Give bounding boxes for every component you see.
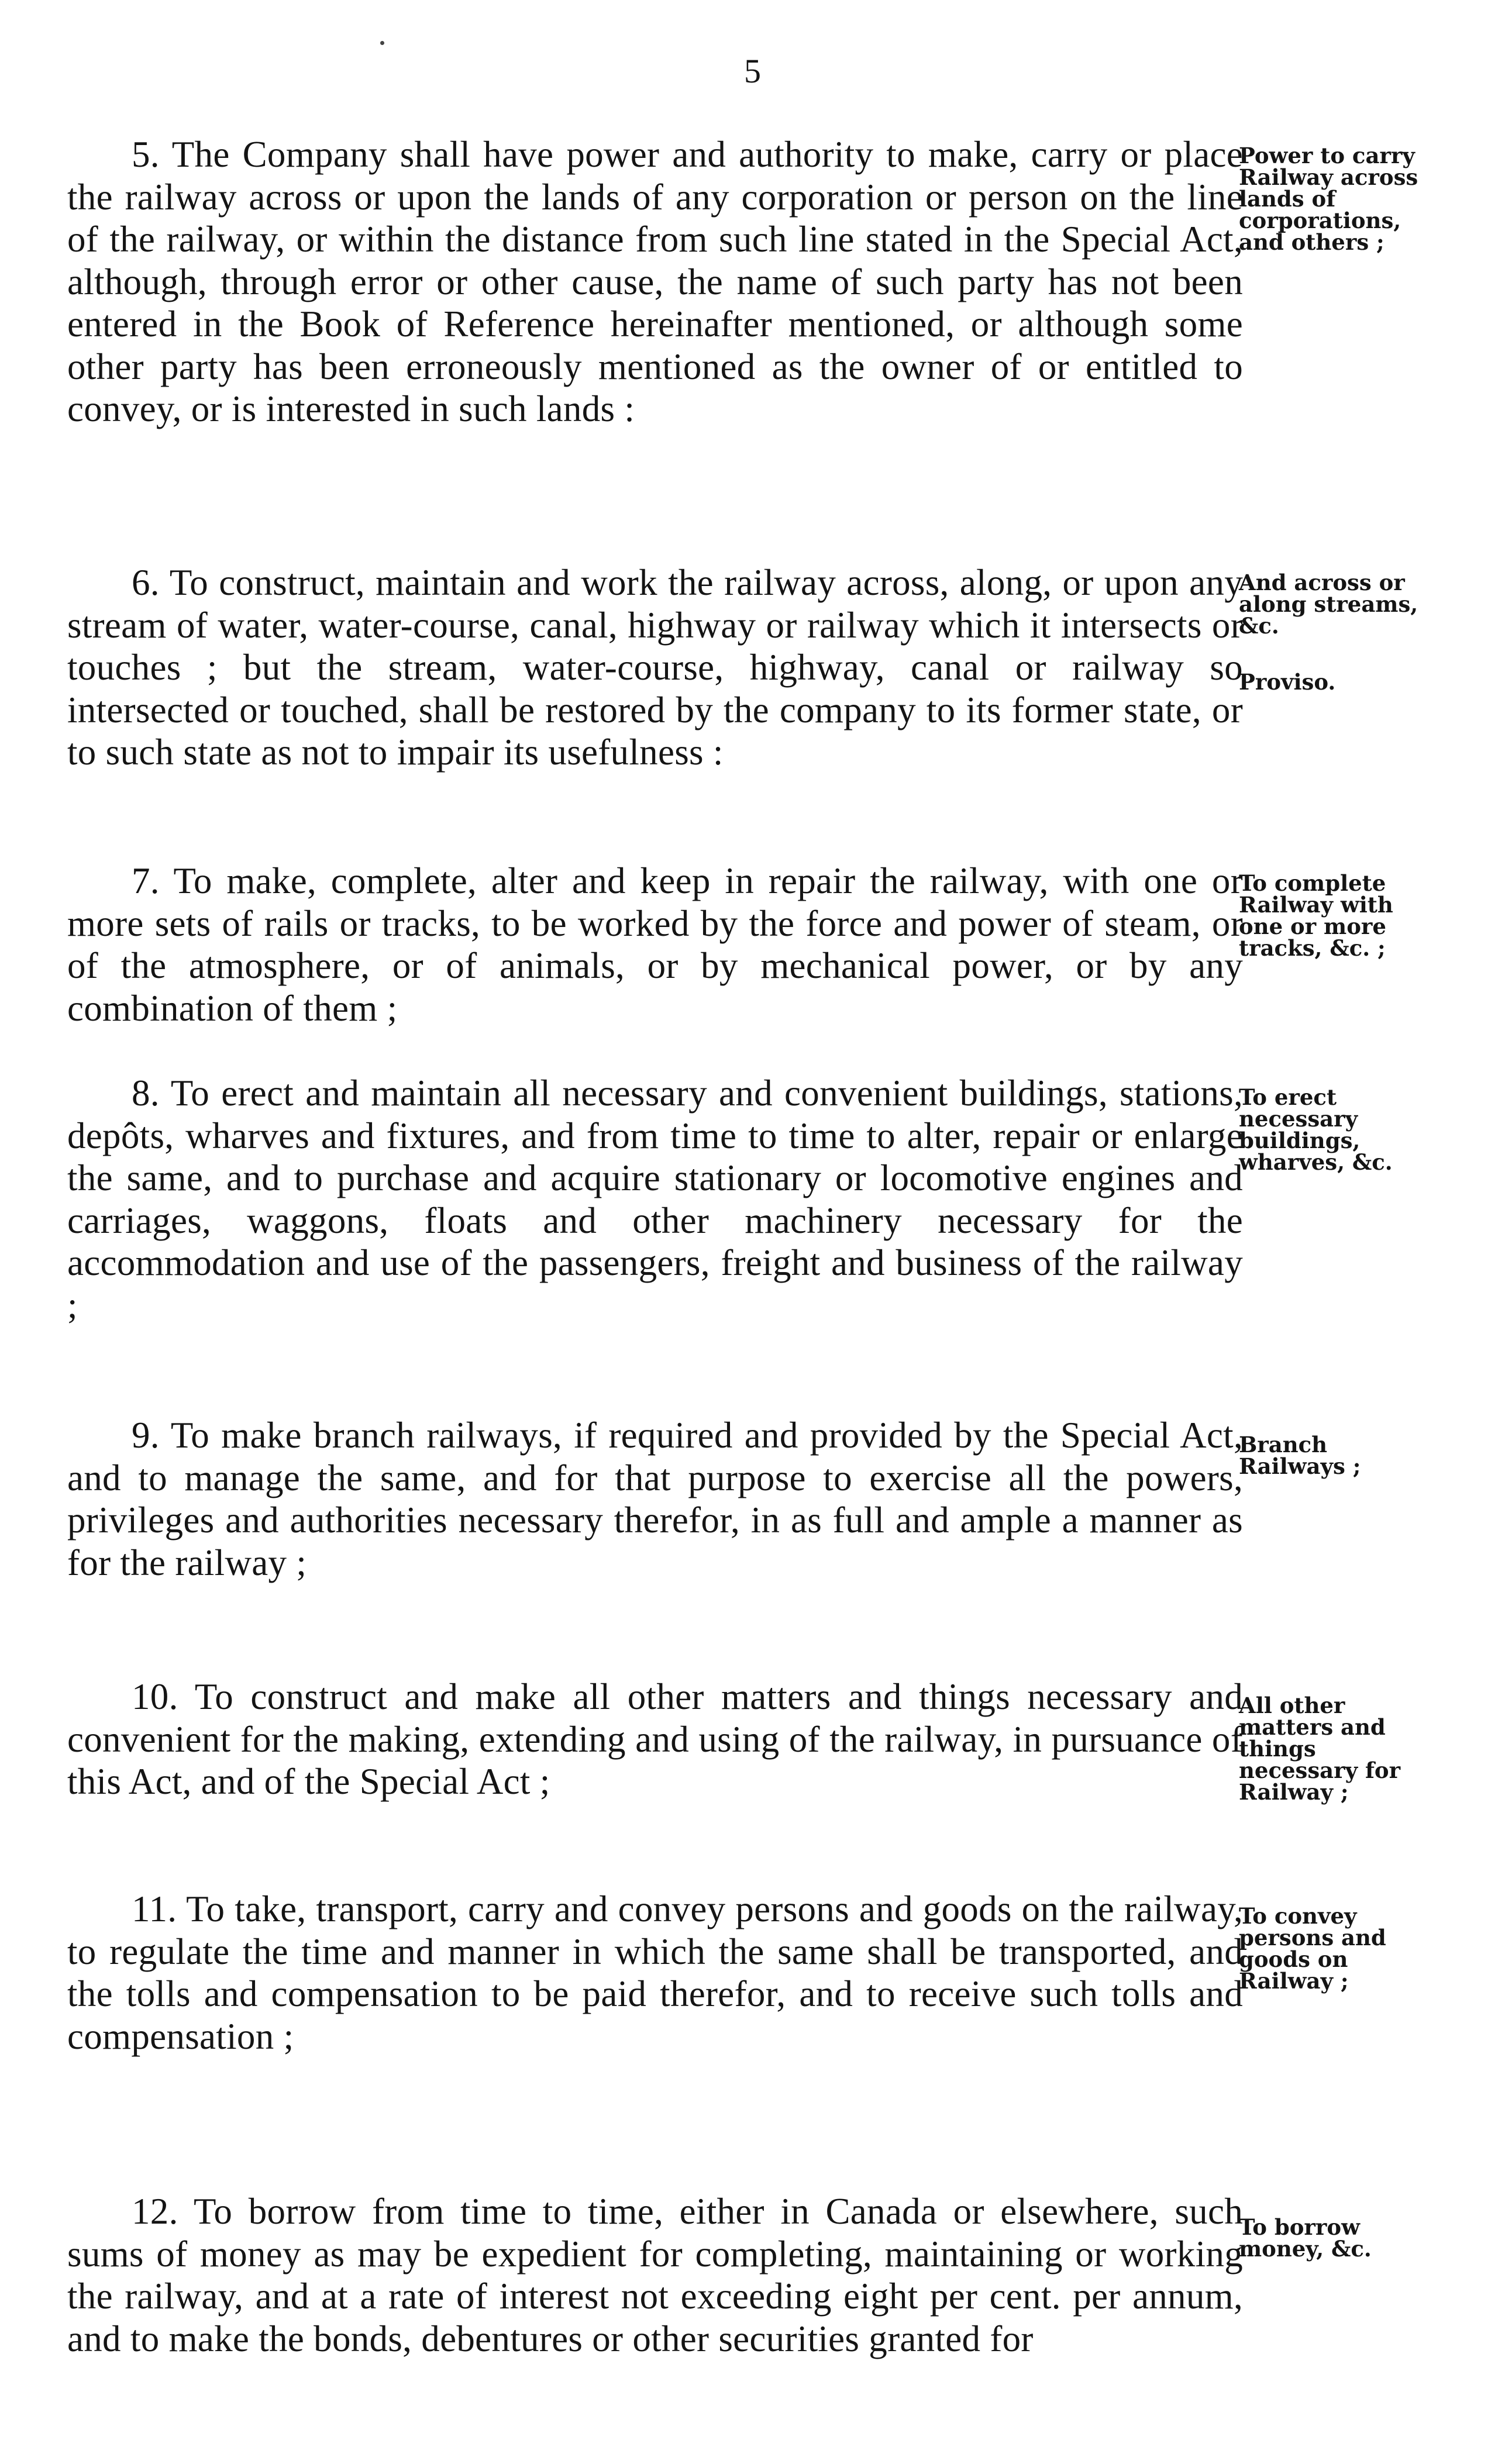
section-6 <box>67 561 1243 774</box>
section-text: To borrow from time to time, either in Canada or elsewhere, such sums of money as may be expedient for completing, maintaining or working the railway, and at a rate of interest not exceeding eight per cent. per annum, and to make the bonds, debentures or other securities granted for <box>67 2191 1243 2359</box>
section-5 <box>67 133 1243 430</box>
section-text: To construct, maintain and work the railway across, along, or upon any stream of water, water-course, canal, highway or railway which it intersects or touches ; but the stream, water-course, highway, canal or railway so intersected or touched, shall be restored by the company to its former state, or to such state as not to impair its usefulness : <box>67 562 1243 773</box>
section-text: To erect and maintain all necessary and convenient buildings, stations, depôts, wharves and fixtures, and from time to time to alter, repair or enlarge the same, and to purchase and acquire stationary or locomotive engines and carriages, waggons, floats and other machinery necessary for the accommodation and use of the passengers, freight and business of the railway ; <box>67 1073 1243 1326</box>
section-number: 9. <box>132 1415 160 1456</box>
page-number: 5 <box>744 52 761 90</box>
ink-speck <box>380 41 384 45</box>
section-text: To take, transport, carry and convey persons and goods on the railway, to regulate the time and manner in which the same shall be transported, and the tolls and compensation to be paid therefor, and to receive such tolls and compensation ; <box>67 1889 1243 2057</box>
section-text: To construct and make all other matters and things necessary and convenient for the making, extending and using of the railway, in pursuance of this Act, and of the Special Act ; <box>67 1676 1243 1802</box>
section-8 <box>67 1072 1243 1326</box>
section-number: 11. <box>132 1889 177 1929</box>
section-11 <box>67 1888 1243 2058</box>
section-10 <box>67 1676 1243 1803</box>
section-12 <box>67 2190 1243 2360</box>
section-number: 8. <box>132 1073 160 1114</box>
section-number: 10. <box>132 1676 178 1717</box>
section-text: To make branch railways, if required and provided by the Special Act, and to manage the same, and for that purpose to exercise all the powers, privileges and authorities necessary therefor, in as full and ample a manner as for the railway ; <box>67 1415 1243 1583</box>
margin-note-5: Power to carry Railway across lands of corporations, and others ; <box>1239 143 1418 255</box>
section-7 <box>67 860 1243 1029</box>
margin-note-10: All other matters and things necessary for Railway ; <box>1239 1693 1401 1805</box>
section-number: 6. <box>132 562 160 603</box>
section-text: To make, complete, alter and keep in repair the railway, with one or more sets of rails or tracks, to be worked by the force and power of steam, or of the atmosphere, or of animals, or by mechanical power, or by any combination of them ; <box>67 860 1243 1029</box>
margin-note-12: To borrow money, &c. <box>1239 2214 1372 2262</box>
margin-note-9: Branch Railways ; <box>1239 1432 1361 1479</box>
section-9 <box>67 1414 1243 1584</box>
margin-note-11: To convey persons and goods on Railway ; <box>1239 1903 1386 1994</box>
margin-note-8: To erect necessary buildings, wharves, &c. <box>1239 1084 1393 1175</box>
section-number: 12. <box>132 2191 178 2232</box>
margin-note-7: To complete Railway with one or more tracks, &c. ; <box>1239 870 1393 961</box>
section-number: 5. <box>132 134 160 175</box>
margin-note-6-proviso: Proviso. <box>1239 669 1336 695</box>
section-number: 7. <box>132 860 160 901</box>
margin-note-6: And across or along streams, &c. <box>1239 570 1418 639</box>
section-text: The Company shall have power and authority to make, carry or place the railway across or upon the lands of any corporation or person on the line of the railway, or within the distance from such line stated in the Special Act, although, through error or other cause, the name of such party has not been entered in the Book of Reference hereinafter mentioned, or although some other party has been erroneously mentioned as the owner of or entitled to convey, or is interested in such lands : <box>67 134 1243 429</box>
